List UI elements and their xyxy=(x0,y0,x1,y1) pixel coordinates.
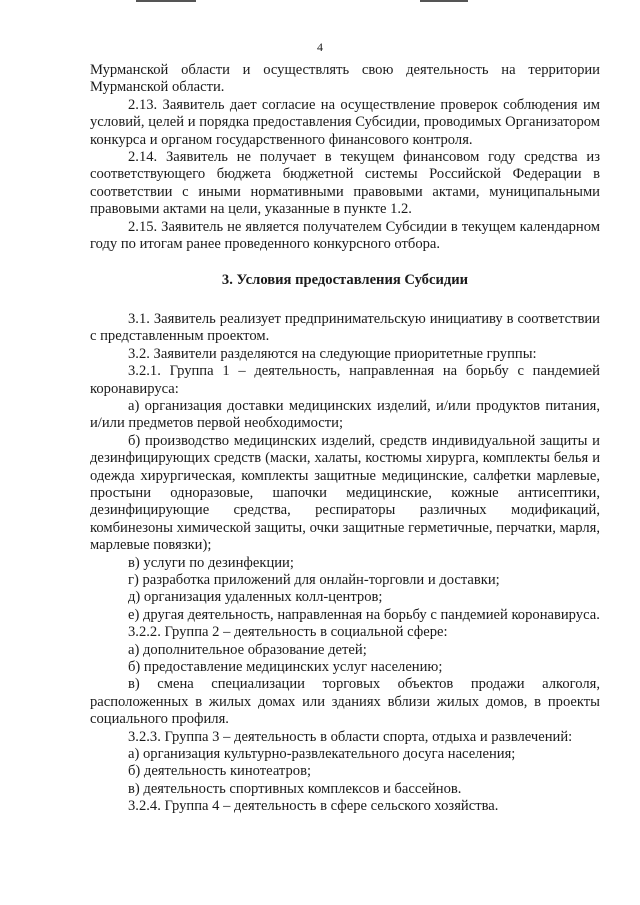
paragraph-3-1: 3.1. Заявитель реализует предпринимательскую инициативу в соответствии с представленным проектом. xyxy=(90,310,600,345)
paragraph-2-14: 2.14. Заявитель не получает в текущем финансовом году средства из соответствующего бюджета бюджетной системы Российской Федерации в соответствии с иными нормативными правовыми актами, муниципальными правовыми актами на цели, указанные в пункте 1.2. xyxy=(90,149,600,218)
paragraph-3-2-4: 3.2.4. Группа 4 – деятельность в сфере сельского хозяйства. xyxy=(128,798,499,815)
list-item: а) организация культурно-развлекательного досуга населения; xyxy=(128,746,516,763)
list-item: в) деятельность спортивных комплексов и бассейнов. xyxy=(128,780,462,797)
list-item: в) услуги по дезинфекции; xyxy=(128,554,294,571)
list-item: а) организация доставки медицинских изделий, и/или продуктов питания, и/или предметов первой необходимости; xyxy=(90,397,600,432)
list-item: б) деятельность кинотеатров; xyxy=(128,763,312,780)
list-item: а) дополнительное образование детей; xyxy=(128,641,367,658)
paragraph-3-2-3: 3.2.3. Группа 3 – деятельность в области спорта, отдыха и развлечений: xyxy=(128,728,573,745)
paragraph-3-2: 3.2. Заявители разделяются на следующие приоритетные группы: xyxy=(128,345,537,362)
paragraph-continuation: Мурманской области и осуществлять свою деятельность на территории Мурманской области. xyxy=(90,62,600,96)
list-item: б) предоставление медицинских услуг населению; xyxy=(128,659,443,675)
list-item: г) разработка приложений для онлайн-торговли и доставки; xyxy=(128,571,500,588)
list-item: е) другая деятельность, направленная на борьбу с пандемией коронавируса. xyxy=(128,606,600,623)
paragraph-3-2-2: 3.2.2. Группа 2 – деятельность в социальной сфере: xyxy=(128,624,448,641)
top-edge-mark-left xyxy=(136,0,196,2)
list-item: в) смена специализации торговых объектов продажи алкоголя, расположенных в жилых домах или зданиях вблизи жилых домов, в проекты социального профиля. xyxy=(90,676,600,728)
top-edge-mark-right xyxy=(420,0,468,2)
paragraph-2-15: 2.15. Заявитель не является получателем Субсидии в текущем календарном году по итогам ранее проведенного конкурсного отбора. xyxy=(90,218,600,253)
list-item: д) организация удаленных колл-центров; xyxy=(128,589,383,606)
section-heading: 3. Условия предоставления Субсидии xyxy=(221,272,469,289)
paragraph-2-13: 2.13. Заявитель дает согласие на осуществление проверок соблюдения им условий, целей и порядка предоставления Субсидии, проводимых Организатором конкурса и органом государственного финансового контроля. xyxy=(90,96,600,148)
list-item: б) производство медицинских изделий, средств индивидуальной защиты и дезинфицирующих средств (маски, халаты, костюмы хирурга, комплекты белья и одежда хирургическая, комплекты защитные медицинские, салфетки марлевые, простыни одноразовые, шапочки медицинские, кожные антисептики, дезинфицирующие средства, респираторы различных модификаций, комбинезоны химической защиты, очки защитные герметичные, перчатки, марля, марлевые повязки); xyxy=(90,432,600,554)
document-body xyxy=(90,62,600,816)
page-number: 4 xyxy=(317,40,323,54)
paragraph-3-2-1: 3.2.1. Группа 1 – деятельность, направленная на борьбу с пандемией коронавируса: xyxy=(90,363,600,397)
